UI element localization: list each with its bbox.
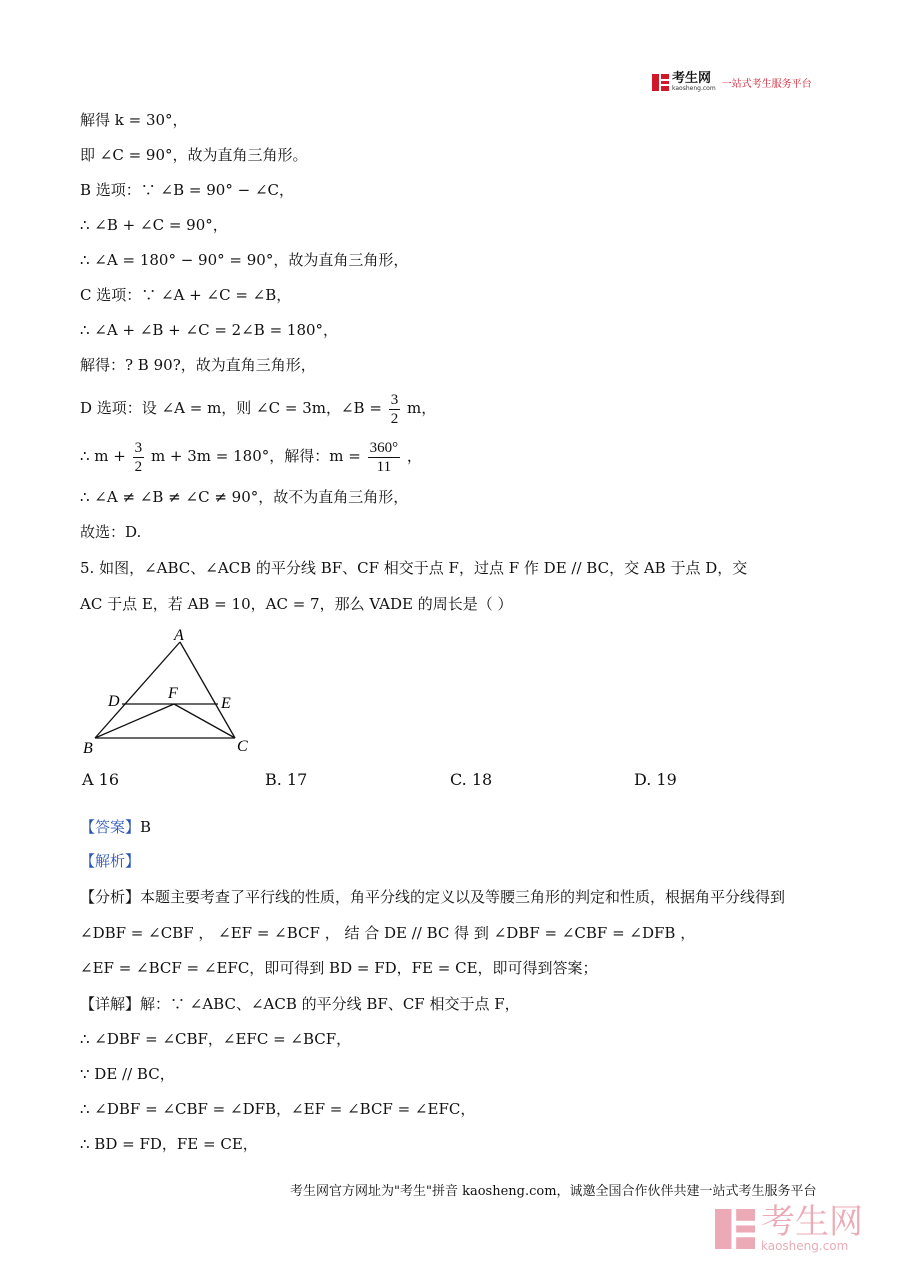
choice-c[interactable]: C. 18 [450, 770, 493, 789]
fraction-numerator: 360° [369, 439, 399, 456]
text-line: ∴ ∠A = 180° − 90° = 90°，故为直角三角形， [80, 251, 409, 269]
fraction [389, 391, 401, 428]
equation-line [80, 436, 422, 476]
label-E: E [221, 695, 231, 712]
footer-text: 考生网官方网址为"考生"拼音 kaosheng.com，诚邀全国合作伙伴共建一站式考生服务平台 [290, 1184, 817, 1199]
watermark [715, 1202, 863, 1253]
text-line: ∴ ∠A ≠ ∠B ≠ ∠C ≠ 90°，故不为直角三角形， [80, 488, 409, 506]
fraction-numerator: 3 [134, 439, 143, 456]
answer-line [80, 817, 151, 837]
text-segment: ， [406, 447, 422, 465]
xiangjie-tag: 【详解】 [80, 995, 141, 1013]
logo-slogan: 一站式考生服务平台 [721, 78, 812, 90]
fraction [368, 439, 401, 476]
watermark-url: kaosheng.com [761, 1239, 849, 1253]
xiangjie-line-3: ∵ DE // BC， [80, 1065, 175, 1083]
fraction-denominator: 2 [390, 410, 399, 427]
kaosheng-logo-icon [652, 74, 669, 91]
xiangjie-line-5: ∴ BD = FD，FE = CE， [80, 1135, 258, 1153]
fraction-numerator: 3 [390, 391, 399, 408]
text-segment: m + 3m = 180°，解得：m = [150, 447, 361, 465]
text-segment: D 选项：设 ∠A = m，则 ∠C = 3m，∠B = [80, 399, 382, 417]
label-B: B [83, 740, 93, 757]
text-line: C 选项：∵ ∠A + ∠C = ∠B， [80, 286, 292, 304]
xiangjie-line-2: ∴ ∠DBF = ∠CBF，∠EFC = ∠BCF， [80, 1030, 352, 1048]
xiangjie-line-1 [80, 994, 520, 1014]
fenxi-tag: 【分析】 [80, 888, 141, 906]
label-D: D [108, 693, 120, 710]
text-line: ∴ ∠A + ∠B + ∠C = 2∠B = 180°， [80, 321, 339, 339]
question-5-line-2: AC 于点 E，若 AB = 10，AC = 7，那么 VADE 的周长是（ ） [80, 595, 513, 613]
label-F: F [168, 685, 178, 702]
fraction-denominator: 2 [134, 458, 143, 475]
choice-d[interactable]: D. 19 [634, 770, 677, 789]
watermark-text: 考生网 [761, 1202, 863, 1242]
choice-b[interactable]: B. 17 [265, 770, 308, 789]
answer-tag: 【答案】 [80, 818, 141, 836]
text-segment: ∴ m + [80, 447, 126, 465]
option-d-line [80, 388, 436, 428]
analysis-line [80, 851, 140, 871]
label-C: C [237, 738, 248, 755]
text-line: B 选项：∵ ∠B = 90° − ∠C， [80, 181, 294, 199]
choice-a[interactable]: A 16 [82, 770, 119, 789]
logo-url: kaosheng.com [672, 85, 716, 92]
triangle-figure [80, 622, 270, 757]
question-5-line-1: 5. 如图，∠ABC、∠ACB 的平分线 BF、CF 相交于点 F，过点 F 作 DE // BC，交 AB 于点 D，交 [80, 559, 748, 577]
fenxi-line-3: ∠EF = ∠BCF = ∠EFC，即可得到 BD = FD，FE = CE，即可得到答案； [80, 959, 598, 977]
xiangjie-text: 解：∵ ∠ABC、∠ACB 的平分线 BF、CF 相交于点 F， [140, 995, 520, 1013]
xiangjie-line-4: ∴ ∠DBF = ∠CBF = ∠DFB，∠EF = ∠BCF = ∠EFC， [80, 1100, 476, 1118]
fraction [133, 439, 145, 476]
text-line: 解得：? B 90?，故为直角三角形， [80, 356, 316, 374]
fenxi-line-2: ∠DBF = ∠CBF ， ∠EF = ∠BCF ， 结 合 DE // BC 得 到 ∠DBF = ∠CBF = ∠DFB ， [80, 924, 696, 942]
answer-value: B [140, 818, 152, 836]
fraction-denominator: 11 [376, 458, 392, 475]
fenxi-line-1 [80, 887, 785, 907]
fenxi-text: 本题主要考查了平行线的性质，角平分线的定义以及等腰三角形的判定和性质，根据角平分线得到 [140, 888, 786, 906]
label-A: A [174, 627, 184, 644]
header-logo [652, 72, 812, 92]
text-line: 解得 k = 30°， [80, 111, 188, 129]
text-line: ∴ ∠B + ∠C = 90°， [80, 216, 228, 234]
analysis-tag: 【解析】 [80, 852, 141, 870]
text-line: 即 ∠C = 90°，故为直角三角形。 [80, 146, 308, 164]
logo-name: 考生网 [672, 71, 712, 86]
watermark-logo-icon [715, 1209, 755, 1249]
text-line: 故选：D. [80, 523, 142, 541]
text-segment: m， [406, 399, 437, 417]
